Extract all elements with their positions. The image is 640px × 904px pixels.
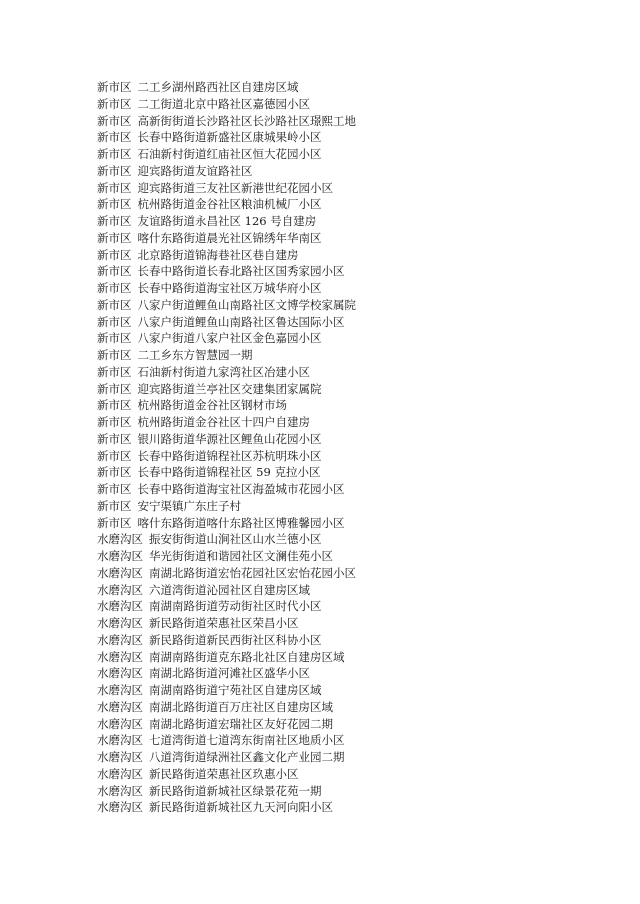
location-text: 迎宾路街道友谊路社区: [137, 163, 253, 178]
district-name: 新市区: [97, 448, 132, 463]
list-item: [97, 314, 356, 331]
location-text: 石油新村街道九家湾社区冶建小区: [137, 364, 310, 379]
location-text: 高新街街道长沙路社区长沙路社区璟熙工地: [137, 113, 356, 128]
location-text: 六道湾街道沁园社区自建房区域: [149, 582, 310, 597]
location-text: 友谊路街道永昌社区 126 号自建房: [137, 214, 317, 228]
list-item: [97, 732, 356, 749]
district-name: 新市区: [97, 180, 132, 195]
district-name: 新市区: [97, 348, 132, 362]
location-text: 八家户街道鲤鱼山南路社区文博学校家属院: [137, 297, 356, 312]
district-name: 水磨沟区: [97, 750, 143, 764]
list-item: [97, 196, 356, 213]
list-item: [97, 146, 356, 163]
district-name: 水磨沟区: [97, 582, 143, 597]
list-item: [97, 665, 356, 682]
district-name: 水磨沟区: [97, 733, 143, 748]
list-item: [97, 766, 356, 783]
district-name: 新市区: [97, 314, 132, 329]
location-text: 长春中路街道长春北路社区国秀家园小区: [137, 264, 345, 279]
district-name: 新市区: [97, 214, 132, 228]
location-text: 新民路街道荣惠社区荣昌小区: [149, 616, 299, 630]
district-name: 新市区: [97, 498, 132, 513]
location-text: 长春中路街道新盛社区康城果岭小区: [137, 130, 322, 145]
district-name: 新市区: [97, 381, 132, 396]
list-item: [97, 330, 356, 347]
location-text: 南湖北路街道河滩社区盛华小区: [149, 666, 310, 681]
list-item: [97, 381, 356, 398]
location-text: 新民路街道荣惠社区玖惠小区: [149, 766, 299, 781]
list-item: [97, 79, 356, 96]
area-list: [97, 79, 356, 816]
location-text: 安宁渠镇广东庄子村: [137, 498, 241, 513]
list-item: [97, 263, 356, 280]
list-item: [97, 649, 356, 666]
list-item: [97, 749, 356, 766]
location-text: 南湖南路街道劳动街社区时代小区: [149, 599, 322, 614]
location-text: 二工乡东方智慧园一期: [137, 348, 253, 362]
list-item: [97, 230, 356, 247]
list-item: [97, 113, 356, 130]
location-text: 八道湾街道绿洲社区鑫文化产业园二期: [149, 750, 345, 764]
list-item: [97, 531, 356, 548]
district-name: 水磨沟区: [97, 532, 143, 547]
location-text: 迎宾路街道兰亭社区交建集团家属院: [137, 381, 322, 396]
location-text: 迎宾路街道三友社区新港世纪花园小区: [137, 180, 333, 195]
list-item: [97, 548, 356, 565]
district-name: 新市区: [97, 415, 132, 429]
list-item: [97, 431, 356, 448]
location-text: 新民路街道新民西街社区科协小区: [149, 632, 322, 647]
district-name: 新市区: [97, 113, 132, 128]
list-item: [97, 615, 356, 632]
district-name: 水磨沟区: [97, 666, 143, 681]
district-name: 水磨沟区: [97, 800, 143, 815]
list-item: [97, 699, 356, 716]
district-name: 水磨沟区: [97, 766, 143, 781]
district-name: 新市区: [97, 482, 132, 496]
location-text: 杭州路街道金谷社区钢材市场: [137, 398, 287, 413]
list-item: [97, 247, 356, 264]
district-name: 水磨沟区: [97, 549, 143, 563]
district-name: 新市区: [97, 465, 132, 480]
list-item: [97, 598, 356, 615]
district-name: 新市区: [97, 163, 132, 178]
district-name: 新市区: [97, 331, 132, 346]
location-text: 石油新村街道红庙社区恒大花园小区: [137, 147, 322, 161]
list-item: [97, 632, 356, 649]
location-text: 长春中路街道锦程社区苏杭明珠小区: [137, 448, 322, 463]
district-name: 水磨沟区: [97, 649, 143, 664]
district-name: 新市区: [97, 281, 132, 295]
district-name: 新市区: [97, 80, 132, 94]
list-item: [97, 163, 356, 180]
location-text: 银川路街道华源社区鲤鱼山花园小区: [137, 431, 322, 446]
location-text: 振安街街道山涧社区山水兰德小区: [149, 532, 322, 547]
location-text: 杭州路街道金谷社区粮油机械厂小区: [137, 197, 322, 212]
district-name: 水磨沟区: [97, 683, 143, 697]
list-item: [97, 364, 356, 381]
location-text: 喀什东路街道喀什东路社区博雅馨园小区: [137, 515, 345, 530]
list-item: [97, 397, 356, 414]
list-item: [97, 515, 356, 532]
district-name: 新市区: [97, 230, 132, 245]
district-name: 新市区: [97, 398, 132, 413]
location-text: 杭州路街道金谷社区十四户自建房: [137, 415, 310, 429]
list-item: [97, 682, 356, 699]
location-text: 新民路街道新城社区绿景花苑一期: [149, 783, 322, 798]
district-name: 水磨沟区: [97, 716, 143, 731]
location-text: 七道湾街道七道湾东街南社区地质小区: [149, 733, 345, 748]
district-name: 新市区: [97, 96, 132, 111]
location-text: 八家户街道八家户社区金色嘉园小区: [137, 331, 322, 346]
list-item: [97, 481, 356, 498]
district-name: 新市区: [97, 130, 132, 145]
location-text: 八家户街道鲤鱼山南路社区鲁达国际小区: [137, 314, 345, 329]
district-name: 水磨沟区: [97, 699, 143, 714]
district-name: 新市区: [97, 431, 132, 446]
list-item: [97, 582, 356, 599]
location-text: 长春中路街道海宝社区海盈城市花园小区: [137, 482, 345, 496]
location-text: 长春中路街道海宝社区万城华府小区: [137, 281, 322, 295]
district-name: 新市区: [97, 297, 132, 312]
location-text: 北京路街道锦海巷社区巷自建房: [137, 247, 299, 262]
list-item: [97, 414, 356, 431]
list-item: [97, 213, 356, 230]
list-item: [97, 448, 356, 465]
list-item: [97, 280, 356, 297]
district-name: 新市区: [97, 364, 132, 379]
location-text: 南湖北路街道宏怡花园社区宏怡花园小区: [149, 565, 356, 580]
list-item: [97, 96, 356, 113]
list-item: [97, 716, 356, 733]
location-text: 喀什东路街道晨光社区锦绣年华南区: [137, 230, 322, 245]
district-name: 水磨沟区: [97, 565, 143, 580]
district-name: 水磨沟区: [97, 599, 143, 614]
location-text: 新民路街道新城社区九天河向阳小区: [149, 800, 333, 815]
list-item: [97, 464, 356, 481]
list-item: [97, 347, 356, 364]
list-item: [97, 180, 356, 197]
location-text: 华光街街道和谐园社区文澜佳苑小区: [149, 549, 333, 563]
list-item: [97, 783, 356, 800]
district-name: 新市区: [97, 264, 132, 279]
location-text: 长春中路街道锦程社区 59 克拉小区: [137, 465, 321, 480]
location-text: 南湖南路街道宁苑社区自建房区域: [149, 683, 322, 697]
district-name: 新市区: [97, 247, 132, 262]
location-text: 南湖北路街道百万庄社区自建房区域: [149, 699, 333, 714]
list-item: [97, 799, 356, 816]
district-name: 新市区: [97, 197, 132, 212]
location-text: 南湖南路街道克东路北社区自建房区域: [149, 649, 345, 664]
district-name: 水磨沟区: [97, 632, 143, 647]
list-item: [97, 565, 356, 582]
location-text: 二工乡湖州路西社区自建房区域: [137, 80, 299, 94]
district-name: 水磨沟区: [97, 783, 143, 798]
location-text: 二工街道北京中路社区嘉德园小区: [137, 96, 310, 111]
district-name: 新市区: [97, 515, 132, 530]
district-name: 新市区: [97, 147, 132, 161]
district-name: 水磨沟区: [97, 616, 143, 630]
location-text: 南湖北路街道宏瑞社区友好花园二期: [149, 716, 333, 731]
list-item: [97, 498, 356, 515]
list-item: [97, 129, 356, 146]
list-item: [97, 297, 356, 314]
